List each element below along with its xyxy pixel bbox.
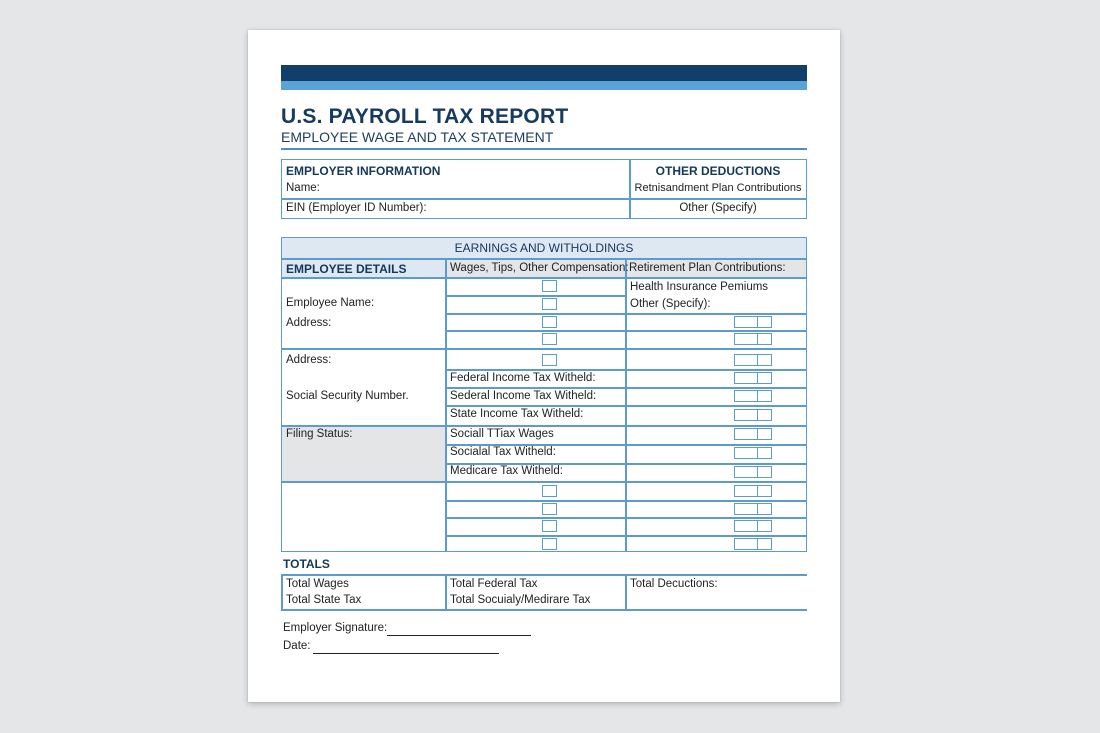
employer-info-heading: EMPLOYER INFORMATION — [286, 164, 441, 178]
wages-checkbox[interactable] — [542, 316, 557, 328]
divider — [446, 313, 626, 315]
other-deductions-other[interactable]: Other (Specify) — [679, 202, 757, 214]
federal-income-tax-field[interactable]: Federal Income Tax Witheld: — [450, 372, 596, 384]
total-wages-field[interactable]: Total Wages — [286, 578, 349, 590]
earnings-heading: EARNINGS AND WITHOLDINGS — [454, 241, 634, 255]
filing-status-field[interactable]: Filing Status: — [286, 428, 353, 440]
divider — [281, 574, 283, 610]
wages-checkbox[interactable] — [542, 520, 557, 532]
employee-name-field[interactable]: Employee Name: — [286, 297, 375, 309]
divider — [281, 258, 807, 260]
divider — [446, 369, 626, 371]
divider — [626, 369, 807, 371]
wages-checkbox[interactable] — [542, 280, 557, 292]
other-deductions-retirement[interactable]: Retnisandment Plan Contributions — [634, 182, 802, 194]
divider — [626, 463, 807, 465]
header-rule — [281, 148, 807, 150]
date-line[interactable] — [313, 653, 499, 654]
divider — [625, 574, 627, 610]
medicare-tax-witheld-field[interactable]: Medicare Tax Witheld: — [450, 465, 563, 477]
divider — [446, 481, 807, 483]
divider — [446, 330, 626, 332]
divider — [281, 425, 446, 427]
retirement-header: Retirement Plan Contributions: — [629, 262, 786, 274]
address-field[interactable]: Address: — [286, 354, 332, 366]
divider — [446, 405, 626, 407]
divider — [446, 295, 626, 297]
social-tax-wages-field[interactable]: Sociall TTiax Wages — [450, 428, 554, 440]
wages-checkbox[interactable] — [542, 538, 557, 550]
divider — [626, 444, 807, 446]
tax-report-page — [248, 30, 840, 702]
divider — [281, 348, 446, 350]
health-insurance-field[interactable]: Health Insurance Pemiums — [630, 281, 769, 293]
employee-details-header: EMPLOYEE DETAILS — [286, 262, 407, 276]
wages-header: Wages, Tips, Other Compensation: — [450, 262, 629, 274]
state-income-tax-field[interactable]: State Income Tax Witheld: — [450, 408, 584, 420]
divider — [446, 500, 807, 502]
employer-ein-field[interactable]: EIN (Employer ID Number): — [286, 202, 427, 214]
divider — [445, 574, 447, 610]
totals-heading: TOTALS — [283, 557, 330, 571]
divider — [446, 387, 626, 389]
social-tax-witheld-field[interactable]: Socialal Tax Witheld: — [450, 446, 556, 458]
other-deductions-heading: OTHER DEDUCTIONS — [655, 164, 781, 178]
employer-signature-line[interactable] — [387, 635, 531, 636]
total-federal-tax-field[interactable]: Total Federal Tax — [450, 578, 538, 590]
divider — [446, 535, 807, 537]
divider — [446, 348, 807, 350]
sederal-income-tax-field[interactable]: Sederal Income Tax Witheld: — [450, 390, 597, 402]
divider — [281, 277, 807, 279]
header-bar-dark — [281, 65, 807, 81]
divider — [446, 517, 807, 519]
address-field[interactable]: Address: — [286, 317, 332, 329]
divider — [281, 574, 807, 576]
employer-name-field[interactable]: Name: — [286, 182, 320, 194]
total-social-medicare-field[interactable]: Total Socuialy/Medirare Tax — [450, 594, 591, 606]
document-title: U.S. PAYROLL TAX REPORT — [281, 105, 569, 128]
total-deductions-field[interactable]: Total Decuctions: — [630, 578, 718, 590]
employer-signature-label: Employer Signature: — [283, 622, 388, 634]
divider — [626, 405, 807, 407]
divider — [626, 330, 807, 332]
other-specify-field[interactable]: Other (Specify): — [630, 298, 711, 310]
wages-checkbox[interactable] — [542, 298, 557, 310]
ssn-field[interactable]: Social Security Number. — [286, 390, 409, 402]
divider — [626, 387, 807, 389]
divider — [281, 481, 446, 483]
wages-checkbox[interactable] — [542, 354, 557, 366]
divider — [281, 609, 807, 611]
total-state-tax-field[interactable]: Total State Tax — [286, 594, 362, 606]
divider — [281, 198, 807, 200]
header-bar-light — [281, 81, 807, 90]
divider — [446, 425, 807, 427]
document-subtitle: EMPLOYEE WAGE AND TAX STATEMENT — [281, 129, 554, 145]
divider — [626, 313, 807, 315]
date-label: Date: — [283, 640, 311, 652]
wages-checkbox[interactable] — [542, 333, 557, 345]
wages-checkbox[interactable] — [542, 503, 557, 515]
wages-checkbox[interactable] — [542, 485, 557, 497]
